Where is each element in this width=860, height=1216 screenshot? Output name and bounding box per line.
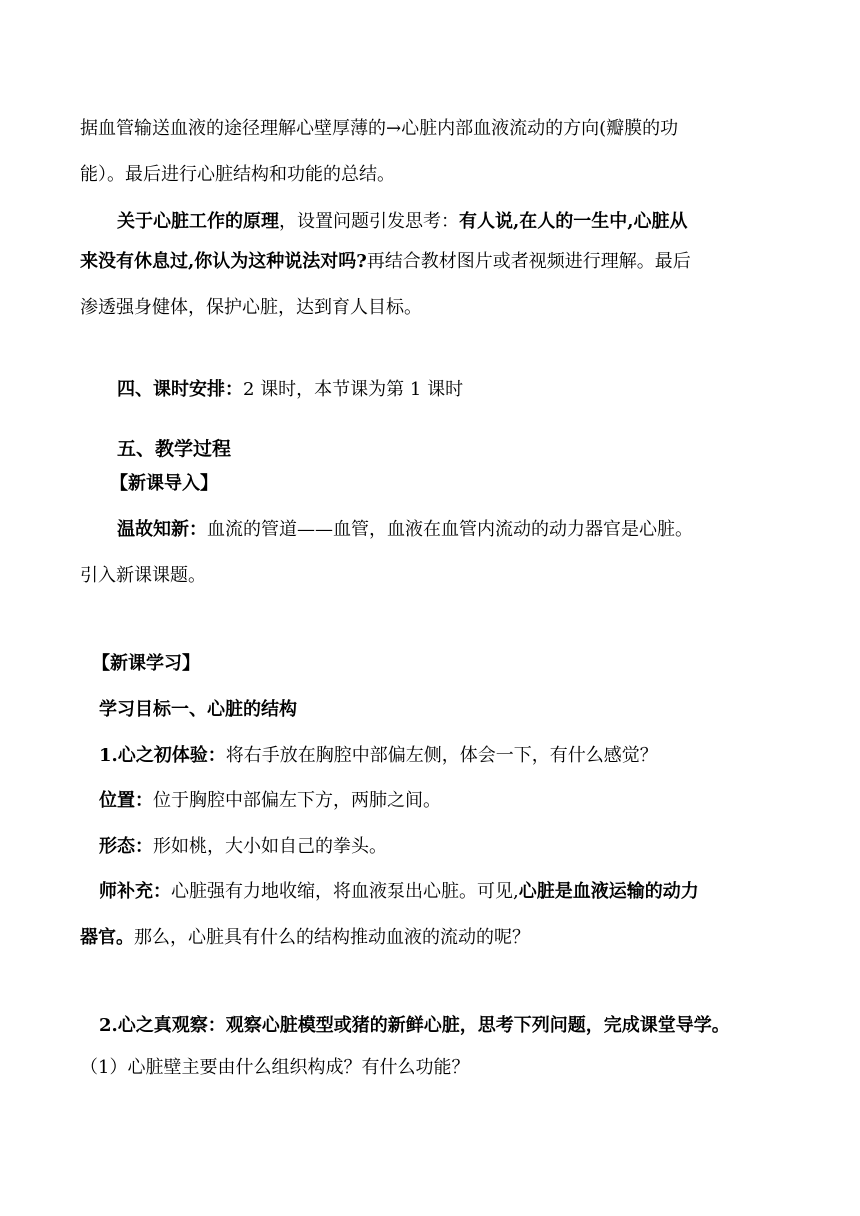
learning-goal-line — [99, 698, 297, 722]
intro-line2 — [80, 564, 206, 588]
paragraph2-line1 — [117, 210, 688, 234]
principle-question-part2: 来没有休息过,你认为这种说法对吗? — [80, 251, 367, 272]
section5-line — [117, 437, 231, 462]
section4-line — [117, 378, 463, 402]
position-line — [99, 789, 441, 813]
position-text: 位于胸腔中部偏左下方，两肺之间。 — [153, 790, 441, 811]
item2-line — [99, 1014, 730, 1038]
teacher-bold2: 器官。 — [80, 927, 134, 948]
principle-lead: 关于心脏工作的原理 — [117, 211, 279, 232]
intro-heading: 【新课导入】 — [110, 473, 218, 494]
intro-heading-line — [110, 472, 218, 496]
teacher-line1 — [99, 880, 699, 904]
paragraph1-line1-text: 据血管输送血液的途径理解心壁厚薄的→心脏内部血液流动的方向(瓣膜的功 — [80, 118, 679, 139]
paragraph2-line2 — [80, 250, 691, 274]
question1-line — [80, 1056, 469, 1080]
item1-line — [99, 744, 658, 768]
section4-text: 2 课时，本节课为第 1 课时 — [243, 379, 464, 400]
shape-label: 形态： — [99, 836, 153, 857]
learning-heading-line — [92, 652, 200, 676]
paragraph1-line2 — [80, 163, 395, 187]
learning-heading: 【新课学习】 — [92, 653, 200, 674]
section4-heading: 四、课时安排： — [117, 379, 243, 400]
teacher-bold1: 心脏是血液运输的动力 — [518, 881, 699, 902]
item1-label: 1.心之初体验： — [99, 745, 226, 766]
teacher-label: 师补充： — [99, 881, 171, 902]
intro-line1 — [117, 518, 693, 542]
principle-question-part1: 有人说,在人的一生中,心脏从 — [459, 211, 688, 232]
intro-label: 温故知新： — [117, 519, 207, 540]
principle-text1: ，设置问题引发思考： — [279, 211, 459, 232]
shape-line — [99, 835, 387, 859]
teacher-text2: 那么，心脏具有什么的结构推动血液的流动的呢？ — [134, 927, 530, 948]
item1-text: 将右手放在胸腔中部偏左侧，体会一下，有什么感觉？ — [225, 745, 658, 766]
paragraph2-line3 — [80, 296, 422, 320]
paragraph1-line1 — [80, 117, 678, 141]
shape-text: 形如桃，大小如自己的拳头。 — [153, 836, 387, 857]
question1-text: （1）心脏壁主要由什么组织构成？有什么功能？ — [80, 1057, 470, 1078]
learning-goal: 学习目标一、心脏的结构 — [99, 699, 297, 720]
principle-text2: 再结合教材图片或者视频进行理解。最后 — [366, 251, 691, 272]
teacher-text1: 心脏强有力地收缩，将血液泵出心脏。可见, — [171, 881, 519, 902]
position-label: 位置： — [99, 790, 153, 811]
section5-heading: 五、教学过程 — [117, 438, 232, 460]
teacher-line2 — [80, 926, 530, 950]
intro-text1: 血流的管道——血管，血液在血管内流动的动力器官是心脏。 — [207, 519, 693, 540]
intro-text2: 引入新课课题。 — [80, 565, 206, 586]
paragraph1-line2-text: 能）。最后进行心脏结构和功能的总结。 — [80, 164, 395, 185]
item2-text: 2.心之真观察：观察心脏模型或猪的新鲜心脏，思考下列问题，完成课堂导学。 — [99, 1015, 730, 1036]
principle-text3: 渗透强身健体，保护心脏，达到育人目标。 — [80, 297, 422, 318]
